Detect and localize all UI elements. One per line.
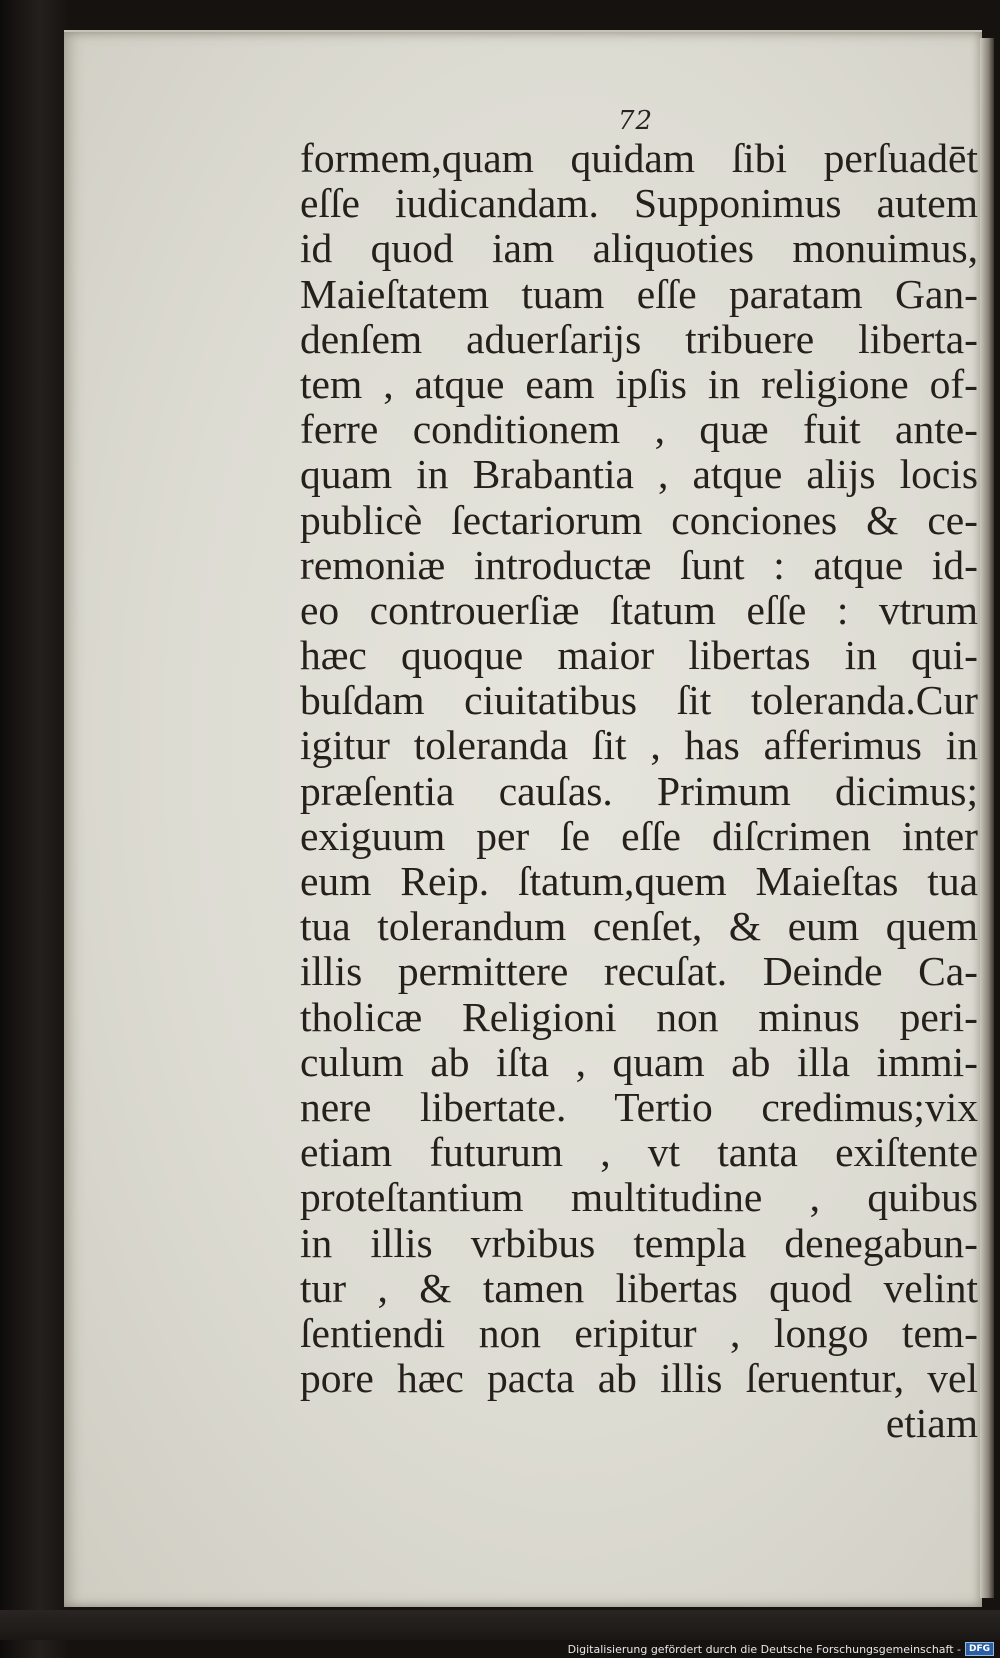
text-line: igitur toleranda ſit , has afferimus in (300, 722, 978, 769)
text-line: eſſe iudicandam. Supponimus autem (300, 180, 978, 227)
text-line: etiam futurum , vt tanta exiſtente (300, 1129, 978, 1176)
page-text (300, 136, 978, 1446)
page-edge (980, 38, 994, 1598)
text-line: tholicæ Religioni non minus peri- (300, 993, 978, 1040)
text-line: quam in Brabantia , atque alijs locis (300, 451, 978, 498)
text-line: nere libertate. Tertio credimus;vix (300, 1083, 978, 1130)
text-line: culum ab iſta , quam ab illa immi- (300, 1038, 978, 1085)
text-line: eo controuerſiæ ſtatum eſſe : vtrum (300, 586, 978, 633)
text-line: id quod iam aliquoties monuimus, (300, 225, 978, 272)
page-number: 72 (618, 106, 654, 136)
text-line: publicè ſectariorum conciones & ce- (300, 496, 978, 543)
text-line: eum Reip. ſtatum,quem Maieſtas tua (300, 858, 978, 904)
text-line: buſdam ciuitatibus ſit toleranda.Cur (300, 677, 978, 724)
text-line: tua tolerandum cenſet, & eum quem (300, 903, 978, 950)
text-line: tem , atque eam ipſis in religione of- (300, 360, 978, 407)
text-line: hæc quoque maior libertas in qui- (300, 632, 978, 679)
text-line: ſentiendi non eripitur , longo tem- (300, 1309, 978, 1356)
text-line: præſentia cauſas. Primum dicimus; (300, 767, 978, 814)
text-line: remoniæ introductæ ſunt : atque id- (300, 541, 978, 588)
text-line: denſem aduerſarijs tribuere liberta- (300, 315, 978, 362)
footer-credit (568, 1642, 994, 1656)
dfg-logo: DFG (965, 1642, 994, 1656)
text-line: tur , & tamen libertas quod velint (300, 1264, 978, 1311)
catchword: etiam (885, 1400, 978, 1447)
text-line: Maieſtatem tuam eſſe paratam Gan- (300, 270, 978, 317)
bottom-strip (0, 1610, 1000, 1640)
text-line: illis permittere recuſat. Deinde Ca- (300, 948, 978, 995)
footer-credit-text: Digitalisierung gefördert durch die Deutsche Forschungsgemeinschaft - (567, 1642, 961, 1656)
text-line: exiguum per ſe eſſe diſcrimen inter (300, 812, 978, 859)
text-line: in illis vrbibus templa denegabun- (300, 1219, 978, 1266)
text-line: pore hæc pacta ab illis ſeruentur, vel (300, 1355, 978, 1402)
text-line: proteſtantium multitudine , quibus (300, 1174, 978, 1221)
text-line: ferre conditionem , quæ fuit ante- (300, 406, 978, 453)
text-line: formem,quam quidam ſibi perſuadēt (300, 135, 978, 181)
